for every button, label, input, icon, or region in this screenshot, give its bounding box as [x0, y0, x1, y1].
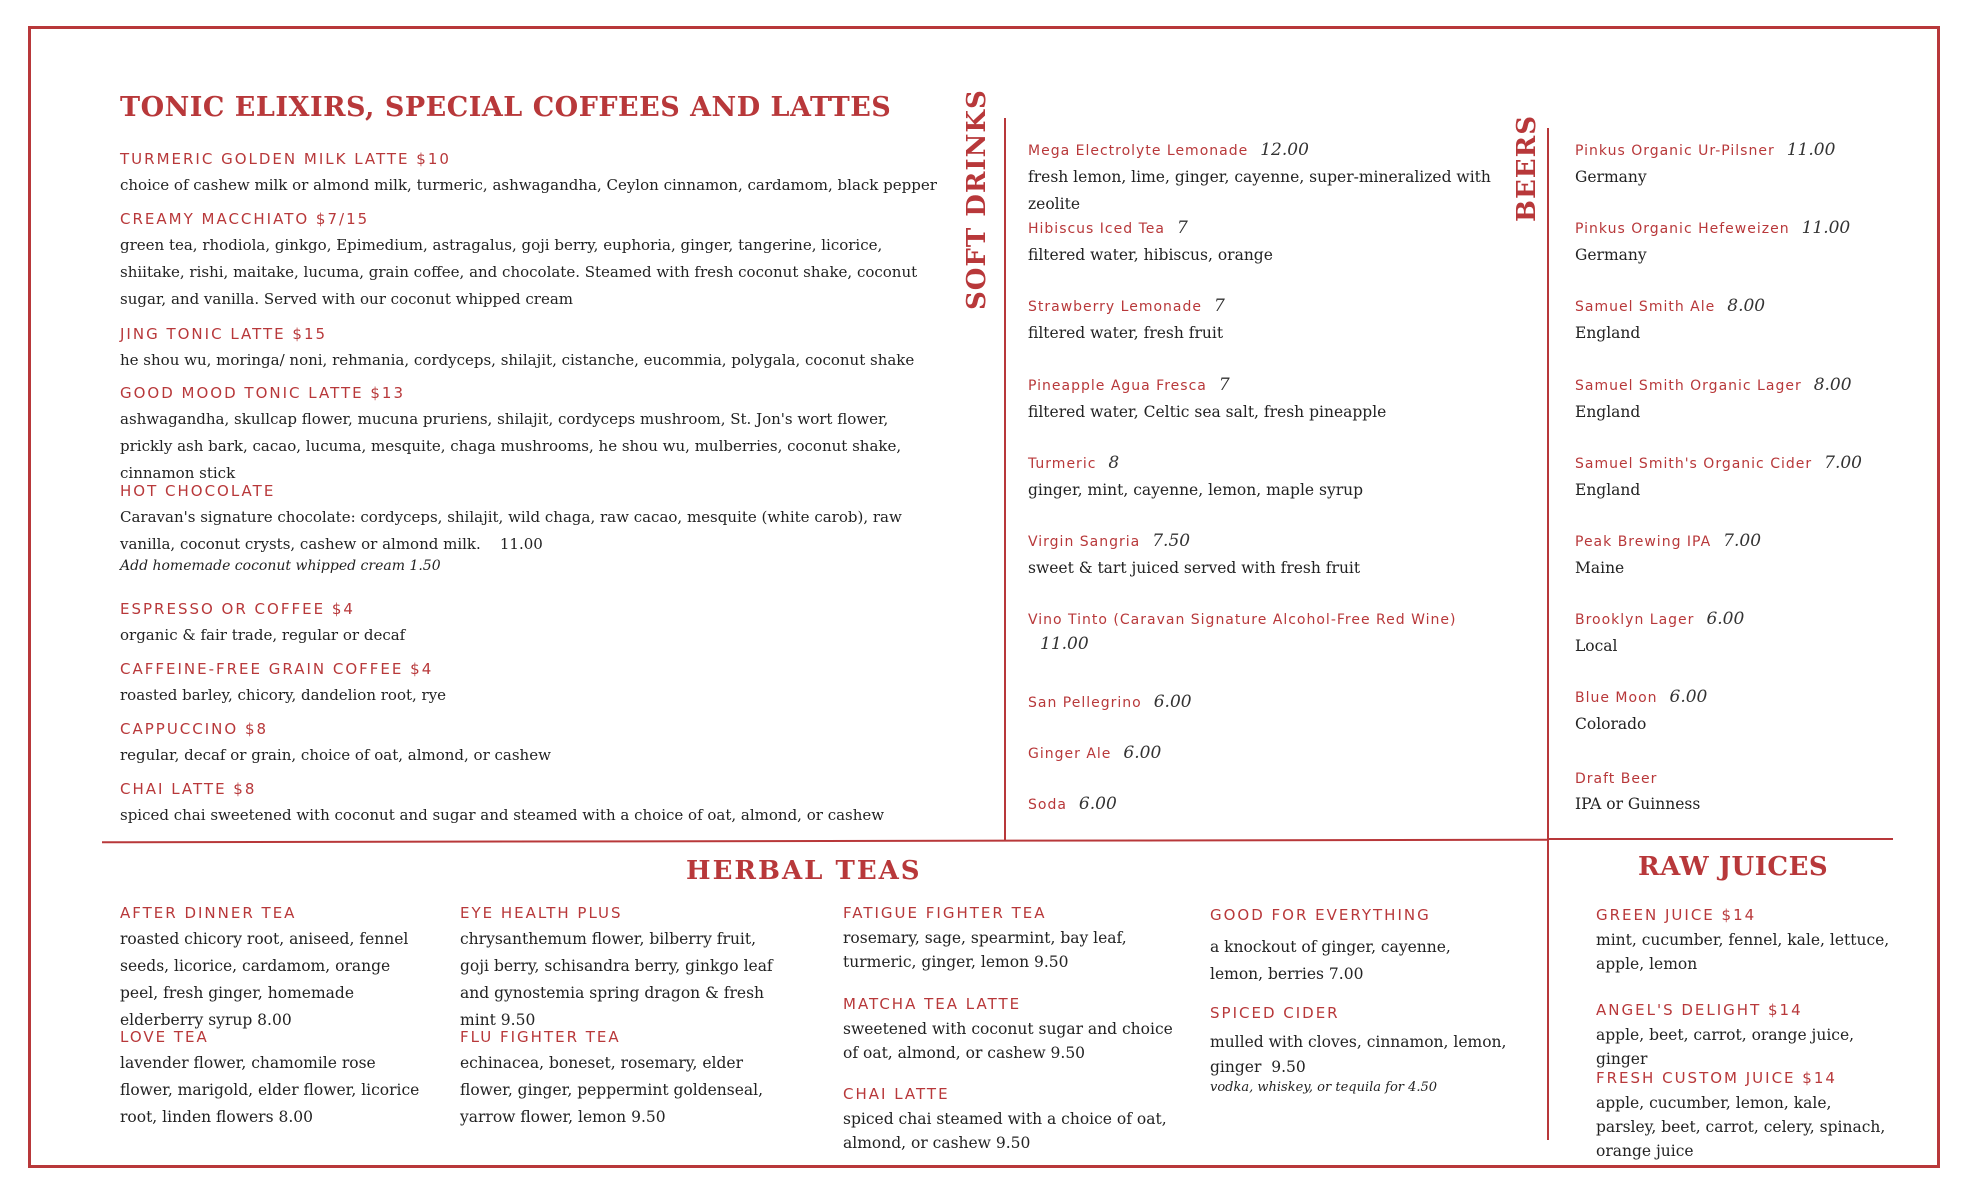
soft-drink-item	[1028, 453, 1528, 504]
juice-item	[1596, 1001, 1896, 1071]
item-description: roasted barley, chicory, dandelion root, rye	[120, 686, 447, 704]
herbal-tea-item	[120, 904, 420, 1034]
item-description: ginger, mint, cayenne, lemon, maple syrup	[1028, 481, 1364, 499]
item-name: Hibiscus Iced Tea	[1028, 221, 1165, 237]
tonic-item	[120, 780, 940, 829]
item-description: filtered water, hibiscus, orange	[1028, 246, 1273, 264]
item-description: Local	[1575, 637, 1618, 655]
item-name: Peak Brewing IPA	[1575, 534, 1712, 550]
soft-drink-item	[1028, 140, 1528, 218]
item-price: 8.00	[1813, 375, 1852, 395]
item-name: TURMERIC GOLDEN MILK LATTE $10	[120, 150, 451, 168]
item-name: Strawberry Lemonade	[1028, 299, 1202, 315]
beer-item	[1575, 453, 1915, 504]
item-name: Turmeric	[1028, 456, 1097, 472]
soft-drinks-title: SOFT DRINKS	[962, 89, 992, 310]
herbal-tea-item	[843, 904, 1173, 974]
item-description: fresh lemon, lime, ginger, cayenne, super-mineralized with zeolite	[1028, 168, 1491, 213]
juice-item	[1596, 906, 1896, 976]
item-description: echinacea, boneset, rosemary, elder flower, ginger, peppermint goldenseal, yarrow flower, lemon 9.50	[460, 1054, 764, 1126]
beer-item	[1575, 531, 1915, 582]
item-name: CHAI LATTE	[843, 1085, 950, 1103]
item-note: vodka, whiskey, or tequila for 4.50	[1210, 1080, 1438, 1095]
tonic-item	[120, 482, 940, 574]
beers-title: BEERS	[1512, 115, 1542, 222]
soft-drink-item	[1028, 531, 1528, 582]
item-name: MATCHA TEA LATTE	[843, 995, 1022, 1013]
herbal-tea-item	[460, 904, 780, 1034]
item-name: GOOD MOOD TONIC LATTE $13	[120, 384, 406, 402]
item-name: Vino Tinto (Caravan Signature Alcohol-Free Red Wine)	[1028, 612, 1457, 628]
item-price: 7	[1213, 296, 1225, 316]
tonic-item	[120, 720, 940, 769]
tonic-item	[120, 600, 940, 649]
item-description: lavender flower, chamomile rose flower, marigold, elder flower, licorice root, linden flowers 8.00	[120, 1054, 420, 1126]
item-price: 7	[1218, 375, 1230, 395]
item-description: filtered water, Celtic sea salt, fresh pineapple	[1028, 403, 1387, 421]
item-name: Samuel Smith Ale	[1575, 299, 1716, 315]
item-price: 7.00	[1723, 531, 1762, 551]
soft-drink-item	[1028, 692, 1528, 712]
item-description: organic & fair trade, regular or decaf	[120, 626, 406, 644]
tonic-item	[120, 660, 940, 709]
item-price: 7	[1176, 218, 1188, 238]
item-name: Blue Moon	[1575, 690, 1658, 706]
item-name: SPICED CIDER	[1210, 1004, 1340, 1022]
tonic-item	[120, 325, 940, 374]
item-description: sweetened with coconut sugar and choice of oat, almond, or cashew 9.50	[843, 1020, 1173, 1062]
divider-soft-drinks	[1004, 118, 1006, 840]
item-name: GREEN JUICE $14	[1596, 906, 1757, 924]
item-description: green tea, rhodiola, ginkgo, Epimedium, astragalus, goji berry, euphoria, ginger, tangerine, licorice, shiitake, rishi, maitake, lucuma, grain coffee, and chocolate. Steamed with fresh coconut shake, coconut sugar, and vanilla. Served with our coconut whipped cream	[120, 236, 918, 308]
item-name: Brooklyn Lager	[1575, 612, 1695, 628]
herbal-tea-item	[843, 1085, 1173, 1155]
item-name: ESPRESSO OR COFFEE $4	[120, 600, 355, 618]
item-price: 6.00	[1078, 794, 1117, 814]
item-description: choice of cashew milk or almond milk, turmeric, ashwagandha, Ceylon cinnamon, cardamom, black pepper	[120, 176, 937, 194]
item-description: mint, cucumber, fennel, kale, lettuce, apple, lemon	[1596, 931, 1890, 973]
beer-item	[1575, 218, 1915, 269]
item-price: 12.00	[1260, 140, 1309, 160]
item-description: England	[1575, 324, 1641, 342]
item-name: EYE HEALTH PLUS	[460, 904, 623, 922]
item-description: apple, cucumber, lemon, kale, parsley, beet, carrot, celery, spinach, orange juice	[1596, 1094, 1886, 1160]
tonic-item	[120, 384, 940, 487]
item-description: chrysanthemum flower, bilberry fruit, goji berry, schisandra berry, ginkgo leaf and gynostemia spring dragon & fresh mint 9.50	[460, 930, 773, 1029]
item-name: Samuel Smith Organic Lager	[1575, 378, 1802, 394]
item-name: CAFFEINE-FREE GRAIN COFFEE $4	[120, 660, 434, 678]
item-description: Caravan's signature chocolate: cordyceps, shilajit, wild chaga, raw cacao, mesquite (white carob), raw vanilla, coconut crysts, cashew or almond milk. 11.00	[120, 508, 907, 553]
item-price: 7.50	[1152, 531, 1191, 551]
herbal-tea-item	[1210, 1004, 1540, 1095]
soft-drink-item	[1028, 612, 1528, 654]
item-name: FATIGUE FIGHTER TEA	[843, 904, 1047, 922]
item-price: 8.00	[1727, 296, 1766, 316]
item-price: 11.00	[1801, 218, 1851, 238]
item-description: he shou wu, moringa/ noni, rehmania, cordyceps, shilajit, cistanche, eucommia, polygala, coconut shake	[120, 351, 915, 369]
divider-horizontal-right	[1547, 838, 1893, 840]
item-price: 11.00	[1786, 140, 1836, 160]
soft-drink-item	[1028, 296, 1528, 347]
item-description: mulled with cloves, cinnamon, lemon, ginger 9.50	[1210, 1033, 1512, 1076]
item-name: Draft Beer	[1575, 771, 1658, 787]
item-description: a knockout of ginger, cayenne, lemon, berries 7.00	[1210, 938, 1451, 983]
soft-drink-item	[1028, 743, 1528, 763]
item-name: GOOD FOR EVERYTHING	[1210, 906, 1431, 924]
item-price: 7.00	[1824, 453, 1862, 473]
item-name: Pinkus Organic Hefeweizen	[1575, 221, 1790, 237]
item-name: CREAMY MACCHIATO $7/15	[120, 210, 370, 228]
item-name: JING TONIC LATTE $15	[120, 325, 328, 343]
tonic-item	[120, 210, 940, 313]
item-description: spiced chai steamed with a choice of oat, almond, or cashew 9.50	[843, 1110, 1167, 1152]
herbal-tea-item	[1210, 906, 1540, 988]
item-price: 8	[1108, 453, 1120, 473]
item-description: ashwagandha, skullcap flower, mucuna pruriens, shilajit, cordyceps mushroom, St. Jon's wort flower, prickly ash bark, cacao, lucuma, mesquite, chaga mushrooms, he shou wu, mulberries, coconut shake, cinnamon stick	[120, 410, 902, 482]
soft-drink-item	[1028, 794, 1528, 814]
item-name: FLU FIGHTER TEA	[460, 1028, 621, 1046]
item-description: apple, beet, carrot, orange juice, ginger	[1596, 1026, 1855, 1068]
item-name: FRESH CUSTOM JUICE $14	[1596, 1069, 1837, 1087]
item-description: regular, decaf or grain, choice of oat, almond, or cashew	[120, 746, 551, 764]
item-price: 6.00	[1153, 692, 1192, 712]
item-description: Germany	[1575, 168, 1647, 186]
item-name: AFTER DINNER TEA	[120, 904, 297, 922]
item-name: CAPPUCCINO $8	[120, 720, 269, 738]
item-price: 6.00	[1669, 687, 1708, 707]
item-description: sweet & tart juiced served with fresh fruit	[1028, 559, 1361, 577]
item-name: Pineapple Agua Fresca	[1028, 378, 1207, 394]
item-name: Virgin Sangria	[1028, 534, 1141, 550]
item-name: Samuel Smith's Organic Cider	[1575, 456, 1813, 472]
herbal-teas-title: HERBAL TEAS	[686, 856, 922, 886]
item-name: Soda	[1028, 797, 1067, 813]
item-note: Add homemade coconut whipped cream 1.50	[120, 558, 441, 574]
herbal-tea-item	[460, 1028, 780, 1131]
item-name: Mega Electrolyte Lemonade	[1028, 143, 1249, 159]
item-name: CHAI LATTE $8	[120, 780, 257, 798]
item-name: HOT CHOCOLATE	[120, 482, 276, 500]
beer-item	[1575, 609, 1915, 660]
item-description: England	[1575, 481, 1641, 499]
beer-item	[1575, 768, 1915, 818]
item-price: 6.00	[1123, 743, 1162, 763]
item-description: Germany	[1575, 246, 1647, 264]
divider-beers	[1547, 128, 1549, 1140]
beer-item	[1575, 296, 1915, 347]
item-name: LOVE TEA	[120, 1028, 209, 1046]
item-name: San Pellegrino	[1028, 695, 1142, 711]
item-description: England	[1575, 403, 1641, 421]
item-description: roasted chicory root, aniseed, fennel seeds, licorice, cardamom, orange peel, fresh ginger, homemade elderberry syrup 8.00	[120, 930, 409, 1029]
item-description: Colorado	[1575, 715, 1647, 733]
item-name: Ginger Ale	[1028, 746, 1112, 762]
item-description: Maine	[1575, 559, 1625, 577]
item-name: Pinkus Organic Ur-Pilsner	[1575, 143, 1775, 159]
raw-juices-title: RAW JUICES	[1638, 852, 1829, 882]
beer-item	[1575, 375, 1915, 426]
soft-drink-item	[1028, 375, 1528, 426]
item-description: spiced chai sweetened with coconut and sugar and steamed with a choice of oat, almond, or cashew	[120, 806, 885, 824]
item-name: ANGEL'S DELIGHT $14	[1596, 1001, 1803, 1019]
item-description: filtered water, fresh fruit	[1028, 324, 1224, 342]
soft-drink-item	[1028, 218, 1528, 269]
beer-item	[1575, 140, 1915, 191]
beer-item	[1575, 687, 1915, 738]
tonic-title: TONIC ELIXIRS, SPECIAL COFFEES AND LATTES	[120, 92, 892, 123]
item-description: rosemary, sage, spearmint, bay leaf, turmeric, ginger, lemon 9.50	[843, 929, 1127, 971]
herbal-tea-item	[843, 995, 1173, 1065]
herbal-tea-item	[120, 1028, 420, 1131]
item-price: 11.00	[1040, 634, 1089, 654]
item-price: 6.00	[1706, 609, 1745, 629]
tonic-item	[120, 150, 940, 199]
juice-item	[1596, 1069, 1896, 1163]
item-description: IPA or Guinness	[1575, 795, 1701, 813]
